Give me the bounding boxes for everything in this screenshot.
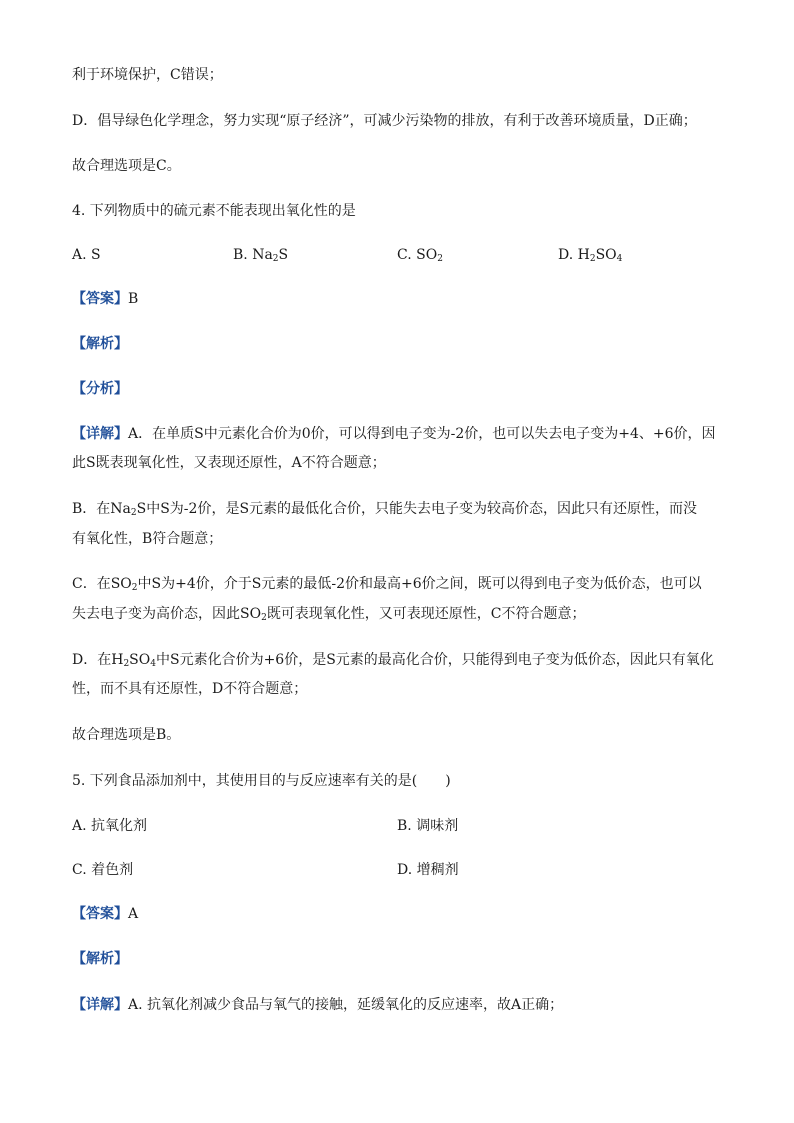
q4-option-d: D. $H_2SO_4$ bbox=[558, 247, 623, 264]
q5-option-c: C. 着色剂 bbox=[72, 862, 134, 878]
text-line: 故合理选项是C。 bbox=[72, 158, 181, 174]
q5-option-a: A. 抗氧化剂 bbox=[72, 818, 148, 834]
q4-detail-a-1: 【详解】A．在单质S中元素化合价为0价，可以得到电子变为-2价，也可以失去电子变为+4、+6价，因 bbox=[72, 426, 716, 442]
q4-detail-b-2: 有氧化性，B符合题意； bbox=[72, 531, 223, 547]
q4-fenxi-tag: 【分析】 bbox=[72, 381, 128, 397]
text-line: D．倡导绿色化学理念，努力实现“原子经济”，可减少污染物的排放，有利于改善环境质量，D正确； bbox=[72, 113, 697, 129]
answer-tag: 【答案】 bbox=[72, 291, 128, 307]
q4-conclusion: 故合理选项是B。 bbox=[72, 727, 181, 743]
q4-option-a: A. S bbox=[72, 247, 101, 263]
detail-tag: 【详解】 bbox=[72, 426, 128, 442]
answer-tag: 【答案】 bbox=[72, 906, 128, 922]
q5-answer: 【答案】A bbox=[72, 906, 139, 922]
q4-jiexi-tag: 【解析】 bbox=[72, 336, 128, 352]
q5-option-b: B. 调味剂 bbox=[397, 818, 459, 834]
question-4-stem: 4. 下列物质中的硫元素不能表现出氧化性的是 bbox=[72, 203, 356, 219]
q4-option-c: C. $SO_2$ bbox=[397, 247, 443, 264]
q4-detail-b-1: B．在$Na_2S$中S为-2价，是S元素的最低化合价，只能失去电子变为较高价态，因此只有还原性，而没 bbox=[72, 501, 698, 518]
q5-option-d: D. 增稠剂 bbox=[397, 862, 459, 878]
q4-answer: 【答案】B bbox=[72, 291, 139, 307]
detail-tag: 【详解】 bbox=[72, 997, 128, 1013]
q4-detail-c-2: 失去电子变为高价态，因此$SO_2$既可表现氧化性，又可表现还原性，C不符合题意； bbox=[72, 606, 586, 623]
question-5-stem: 5. 下列食品添加剂中，其使用目的与反应速率有关的是( ) bbox=[72, 773, 451, 789]
q4-detail-d-2: 性，而不具有还原性，D不符合题意； bbox=[72, 681, 308, 697]
text-line: 利于环境保护，C错误； bbox=[72, 67, 223, 83]
q4-detail-d-1: D．在$H_2SO_4$中S元素化合价为+6价，是S元素的最高化合价，只能得到电子变为低价态，因此只有氧化 bbox=[72, 652, 714, 669]
q4-detail-a-2: 此S既表现氧化性，又表现还原性，A不符合题意； bbox=[72, 455, 386, 471]
q4-option-b: B. $Na_2S$ bbox=[233, 247, 289, 264]
q4-detail-c-1: C．在$SO_2$中S为+4价，介于S元素的最低-2价和最高+6价之间，既可以得到电子变为低价态，也可以 bbox=[72, 576, 702, 593]
q5-jiexi-tag: 【解析】 bbox=[72, 951, 128, 967]
q5-detail-a: 【详解】A. 抗氧化剂减少食品与氧气的接触，延缓氧化的反应速率，故A正确； bbox=[72, 997, 564, 1013]
